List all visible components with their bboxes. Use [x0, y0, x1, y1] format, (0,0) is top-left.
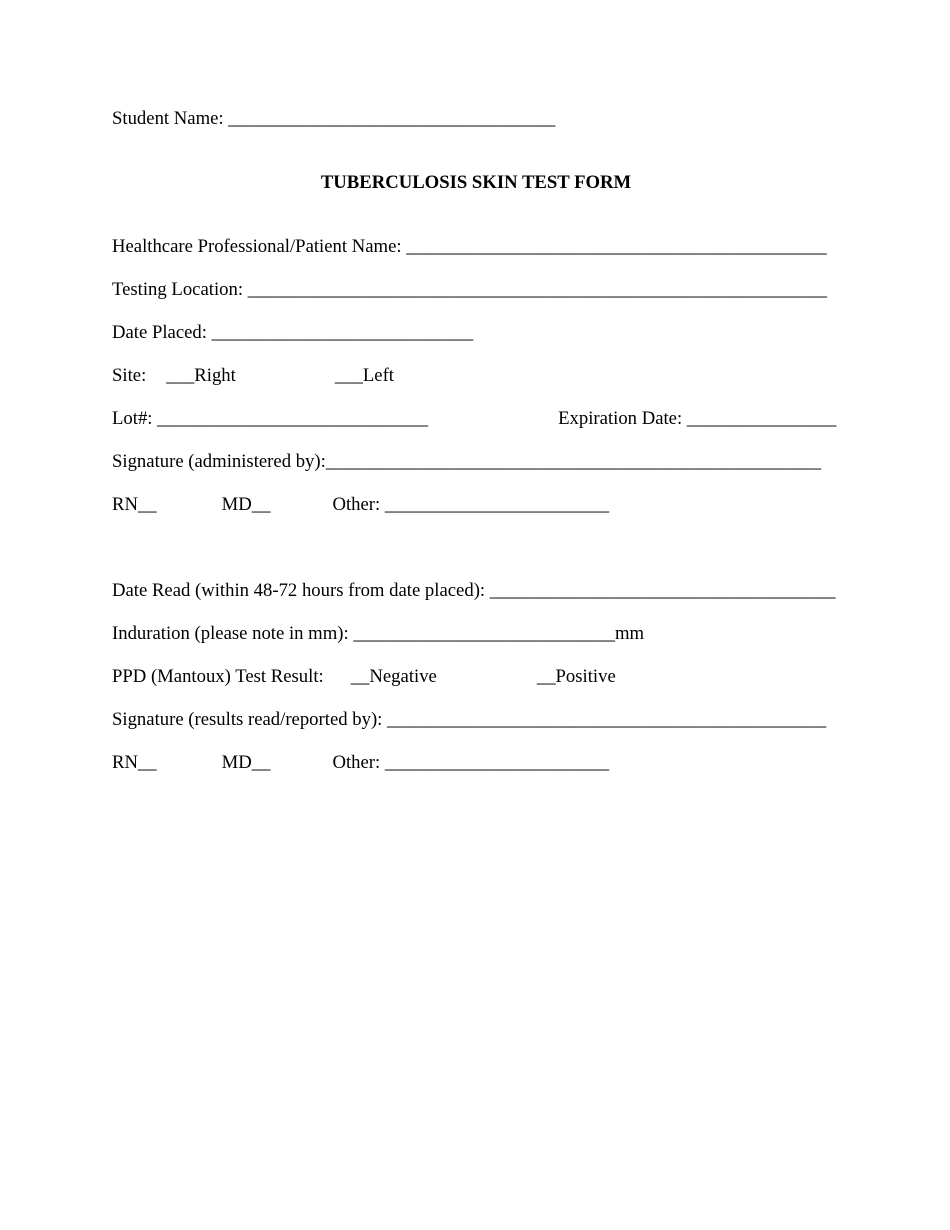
testing-location-blank: ______________________________________________________________ [247, 279, 828, 300]
student-name-blank: ___________________________________ [228, 108, 556, 129]
student-name-row [112, 107, 840, 131]
induration-label: Induration (please note in mm): [112, 623, 354, 644]
testing-location-label: Testing Location: [112, 279, 248, 300]
healthcare-name-row [112, 235, 840, 259]
md-checkbox-label-2: MD__ [221, 752, 271, 773]
lot-number-blank: _____________________________ [157, 408, 429, 429]
lot-expiration-row [112, 407, 840, 431]
other-role-blank: ________________________ [384, 494, 610, 515]
testing-location-row [112, 278, 840, 302]
signature-administered-blank: _____________________________________________________ [325, 451, 822, 472]
ppd-result-label: PPD (Mantoux) Test Result: [112, 666, 324, 687]
date-placed-label: Date Placed: [112, 322, 212, 343]
md-checkbox-label: MD__ [221, 494, 271, 515]
page-title: TUBERCULOSIS SKIN TEST FORM [320, 172, 632, 193]
expiration-date-blank: ________________ [686, 408, 837, 429]
ppd-result-row [112, 665, 840, 689]
induration-mm-suffix: mm [614, 623, 645, 644]
site-row [112, 364, 840, 388]
other-role-label-2: Other: [332, 752, 385, 773]
date-read-row [112, 579, 840, 603]
student-name-label: Student Name: [112, 108, 229, 129]
administered-roles-row [112, 493, 840, 517]
induration-row [112, 622, 840, 646]
site-right-option: ___Right [166, 365, 236, 386]
expiration-date-label: Expiration Date: [558, 408, 687, 429]
ppd-positive-option: __Positive [536, 666, 616, 687]
rn-checkbox-label-2: RN__ [112, 752, 157, 773]
induration-blank: ____________________________ [353, 623, 615, 644]
signature-results-label: Signature (results read/reported by): [112, 709, 388, 730]
date-read-label: Date Read (within 48-72 hours from date placed): [112, 580, 490, 601]
ppd-negative-option: __Negative [350, 666, 437, 687]
other-role-label: Other: [332, 494, 385, 515]
healthcare-name-blank: _____________________________________________ [406, 236, 827, 257]
signature-results-row [112, 708, 840, 732]
signature-administered-row [112, 450, 840, 474]
signature-administered-label: Signature (administered by): [112, 451, 326, 472]
date-placed-row [112, 321, 840, 345]
date-read-blank: _____________________________________ [489, 580, 836, 601]
other-role-blank-2: ________________________ [384, 752, 610, 773]
results-roles-row [112, 751, 840, 775]
site-label: Site: [112, 365, 147, 386]
date-placed-blank: ____________________________ [211, 322, 474, 343]
lot-number-label: Lot#: [112, 408, 158, 429]
signature-results-blank: _______________________________________________ [387, 709, 827, 730]
site-left-option: ___Left [334, 365, 394, 386]
healthcare-name-label: Healthcare Professional/Patient Name: [112, 236, 407, 257]
rn-checkbox-label: RN__ [112, 494, 157, 515]
